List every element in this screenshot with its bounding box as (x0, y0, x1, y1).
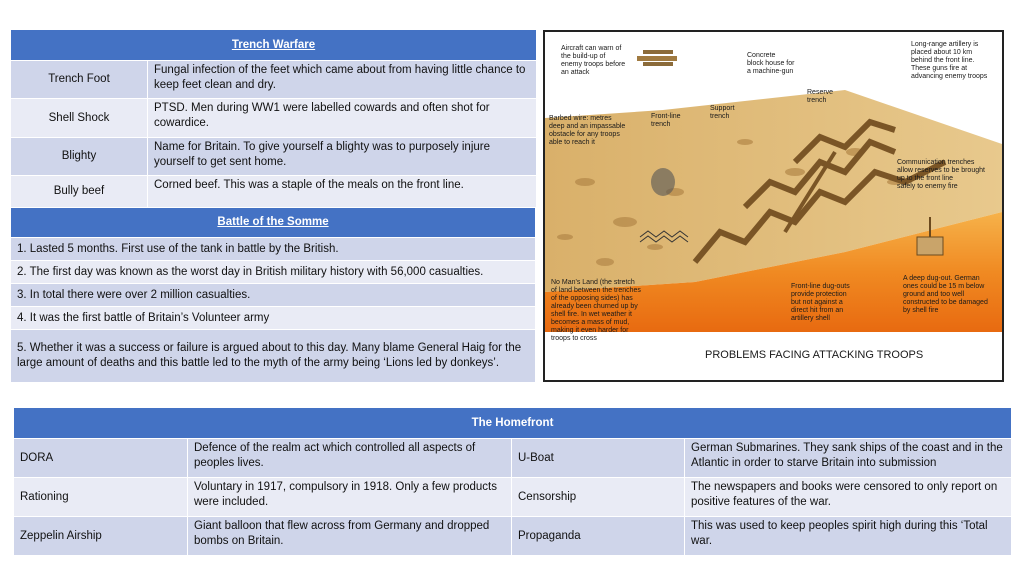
table-row (11, 61, 537, 99)
term-cell: Propaganda (512, 517, 685, 556)
label-frontline: Front-line trench (651, 113, 681, 128)
somme-fact: 1. Lasted 5 months. First use of the tank in battle by the British. (11, 238, 536, 261)
term-cell: U-Boat (512, 439, 685, 478)
homefront-title: The Homefront (14, 408, 1012, 439)
term-cell: DORA (14, 439, 188, 478)
definition-cell: Voluntary in 1917, compulsory in 1918. Only a few products were included. (188, 478, 512, 517)
deep-dugout (917, 237, 943, 255)
trench-diagram-svg (545, 32, 1002, 380)
definition-cell: Defence of the realm act which controlled all aspects of peoples lives. (188, 439, 512, 478)
diagram-caption: PROBLEMS FACING ATTACKING TROOPS (705, 349, 924, 361)
battle-of-the-somme-table (10, 207, 536, 383)
trench-warfare-title: Trench Warfare (11, 30, 537, 61)
homefront-table (13, 407, 1012, 556)
definition-cell: Fungal infection of the feet which came about from having little chance to keep feet clean and dry. (148, 61, 537, 99)
trench-warfare-table (10, 29, 537, 208)
term-cell: Zeppelin Airship (14, 517, 188, 556)
definition-cell: German Submarines. They sank ships of the coast and in the Atlantic in order to starve Britain into submission (685, 439, 1012, 478)
definition-cell: This was used to keep peoples spirit high during this ‘Total war. (685, 517, 1012, 556)
definition-cell: Giant balloon that flew across from Germany and dropped bombs on Britain. (188, 517, 512, 556)
biplane-icon (637, 50, 677, 66)
list-item (11, 284, 536, 307)
battle-of-the-somme-title: Battle of the Somme (11, 208, 536, 238)
label-deep-dugout: A deep dug-out. German ones could be 15 m below ground and too well constructed to be damaged by shell fire (903, 275, 988, 314)
table-row (11, 176, 537, 208)
list-item (11, 261, 536, 284)
list-item (11, 330, 536, 383)
list-item (11, 238, 536, 261)
table-row (14, 517, 1012, 556)
table-row (11, 138, 537, 176)
somme-fact: 4. It was the first battle of Britain’s Volunteer army (11, 307, 536, 330)
term-cell: Trench Foot (11, 61, 148, 99)
list-item (11, 307, 536, 330)
somme-fact: 5. Whether it was a success or failure is argued about to this day. Many blame General Haig for the large amount of deaths and this battle led to the myth of the army being ‘Lions led by donkeys’. (11, 330, 536, 383)
term-cell: Rationing (14, 478, 188, 517)
table-row (11, 99, 537, 138)
somme-fact: 3. In total there were over 2 million casualties. (11, 284, 536, 307)
label-reserve: Reserve trench (807, 89, 834, 104)
label-artillery: Long-range artillery is placed about 10 km behind the front line. These guns fire at advancing enemy troops (911, 41, 988, 80)
shell-smoke (651, 168, 675, 196)
definition-cell: The newspapers and books were censored to only report on positive features of the war. (685, 478, 1012, 517)
term-cell: Bully beef (11, 176, 148, 208)
term-cell: Blighty (11, 138, 148, 176)
label-communication: Communication trenches allow reserves to be brought up to the front line safely to enemy fire (897, 159, 985, 190)
definition-cell: Corned beef. This was a staple of the meals on the front line. (148, 176, 537, 208)
trench-diagram-illustration (543, 30, 1004, 382)
term-cell: Censorship (512, 478, 685, 517)
table-row (14, 439, 1012, 478)
label-dugouts: Front-line dug-outs provide protection but not against a direct hit from an artillery shell (791, 283, 850, 322)
definition-cell: Name for Britain. To give yourself a blighty was to purposely injure yourself to get sent home. (148, 138, 537, 176)
label-barbed: Barbed wire: metres deep and an impassable obstacle for any troops able to reach it (549, 115, 626, 146)
term-cell: Shell Shock (11, 99, 148, 138)
somme-fact: 2. The first day was known as the worst day in British military history with 56,000 casualties. (11, 261, 536, 284)
label-aircraft: Aircraft can warn of the build-up of enemy troops before an attack (561, 45, 626, 76)
label-support: Support trench (710, 105, 735, 120)
label-concrete: Concrete block house for a machine-gun (747, 52, 795, 75)
definition-cell: PTSD. Men during WW1 were labelled cowards and often shot for cowardice. (148, 99, 537, 138)
label-nomans-land: No Man's Land (the stretch of land between the trenches of the opposing sides) has already been churned up by shell fire. In wet weather it becomes a mass of mud, making it even harder for troops to cross (551, 279, 641, 342)
table-row (14, 478, 1012, 517)
